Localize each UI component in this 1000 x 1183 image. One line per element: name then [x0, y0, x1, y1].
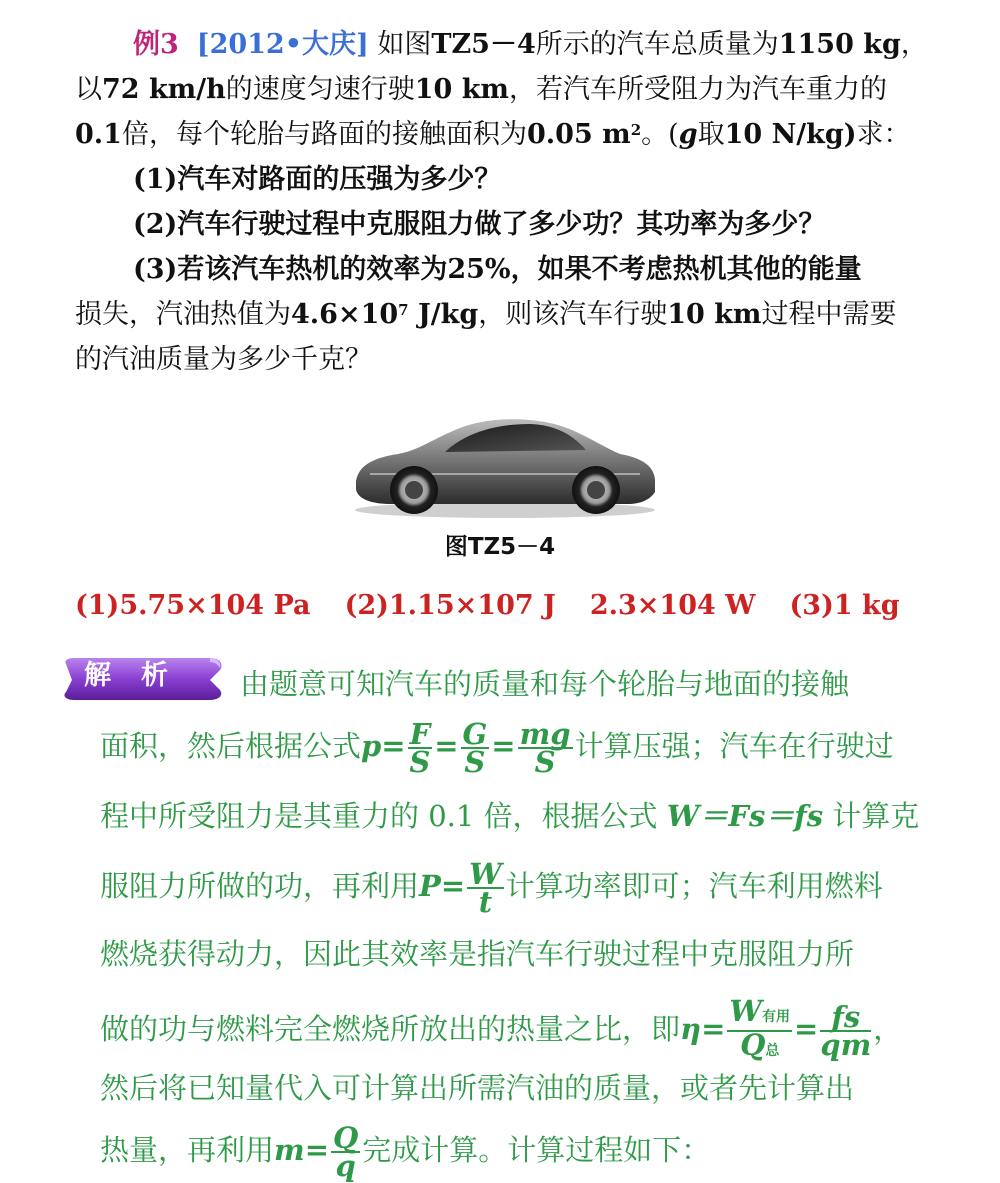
- text: 程中所受阻力是其重力的 0.1 倍，根据公式: [100, 799, 667, 833]
- text: 求：: [856, 119, 911, 150]
- superscript: 7: [398, 301, 409, 319]
- numerator-main: W: [729, 994, 762, 1028]
- numerator: F: [409, 717, 431, 751]
- formula-symbol: η: [680, 1012, 702, 1046]
- text: ，: [873, 1012, 903, 1046]
- analysis-line-6: [100, 994, 903, 1062]
- text: 。(: [641, 119, 679, 150]
- figure-ref: TZ5－4: [431, 29, 536, 60]
- analysis-line-5: 燃烧获得动力，因此其效率是指汽车行驶过程中克服阻力所: [100, 937, 855, 971]
- example-label: 例3: [133, 29, 179, 60]
- denominator: qm: [820, 1028, 872, 1062]
- problem-line-1: [75, 22, 955, 67]
- formula-symbol: m: [274, 1133, 305, 1167]
- problem-line-2: [75, 67, 955, 112]
- text: 的速度匀速行驶: [225, 74, 415, 105]
- answer-2b: 2.3×104 W: [589, 590, 756, 621]
- ratio-value: 0.1: [75, 119, 122, 150]
- numerator: mg: [519, 717, 571, 751]
- formula-symbol: p: [361, 729, 382, 763]
- answer-2a: (2)1.15×107 J: [344, 590, 556, 621]
- question-1: (1)汽车对路面的压强为多少？: [133, 164, 502, 195]
- figure-caption: 图TZ5－4: [444, 534, 556, 560]
- text: ，则该汽车行驶: [478, 299, 668, 330]
- formula-symbol: P: [419, 869, 441, 903]
- superscript: 2: [630, 121, 642, 139]
- text: 以: [75, 74, 102, 105]
- text: 完成计算。计算过程如下：: [362, 1133, 711, 1167]
- numerator: [727, 994, 792, 1032]
- distance-value: 10 km: [414, 74, 509, 105]
- numerator-subscript: 有用: [762, 1009, 790, 1025]
- denominator: q: [335, 1149, 356, 1183]
- area-value: 0.05 m: [526, 119, 631, 150]
- fraction: [820, 1000, 872, 1062]
- work-formula: W＝Fs＝fs: [666, 799, 824, 833]
- analysis-line-3: [100, 786, 919, 846]
- distance-value: 10 km: [667, 299, 762, 330]
- answer-3: (3)1 kg: [789, 590, 900, 621]
- text: ，: [900, 29, 928, 60]
- text: 面积，然后根据公式: [100, 729, 362, 763]
- equals: =: [304, 1133, 330, 1167]
- denominator-subscript: 总: [765, 1043, 780, 1059]
- mass-value: 1150 kg: [778, 29, 901, 60]
- problem-source: [2012•大庆]: [196, 29, 369, 60]
- text: ，若汽车所受阻力为汽车重力的: [509, 74, 887, 105]
- denominator: S: [464, 745, 486, 779]
- analysis-badge-label: 解析: [84, 660, 198, 691]
- fraction: [467, 857, 504, 919]
- equals: =: [701, 1012, 726, 1046]
- text: 服阻力所做的功，再利用: [100, 869, 420, 903]
- text: 计算克: [823, 799, 920, 833]
- denominator-main: Q: [740, 1028, 766, 1062]
- text: 如图: [377, 29, 432, 60]
- answer-1: (1)5.75×104 Pa: [75, 590, 311, 621]
- text: 做的功与燃料完全燃烧所放出的热量之比，即: [100, 1012, 681, 1046]
- numerator: W: [469, 857, 502, 891]
- answer-line: [75, 590, 934, 621]
- car-icon: [350, 408, 660, 520]
- text: 所示的汽车总质量为: [535, 29, 779, 60]
- fraction: [461, 717, 490, 779]
- text: 计算功率即可；汽车利用燃料: [505, 869, 883, 903]
- g-value: 10 N/kg): [724, 119, 857, 150]
- analysis-line-7: 然后将已知量代入可计算出所需汽油的质量，或者先计算出: [100, 1071, 855, 1105]
- g-symbol: g: [678, 119, 698, 150]
- text: 取: [697, 119, 725, 150]
- problem-statement: [75, 22, 955, 382]
- problem-line-3: [75, 112, 955, 157]
- text: 损失，汽油热值为: [75, 299, 291, 330]
- heat-value: 4.6×10: [291, 299, 399, 330]
- analysis-line-2: [100, 716, 894, 779]
- text: 倍，每个轮胎与路面的接触面积为: [121, 119, 527, 150]
- equals: =: [434, 729, 459, 763]
- problem-line-8: 的汽油质量为多少千克？: [75, 344, 372, 375]
- text: 过程中需要: [761, 299, 897, 330]
- question-2: (2)汽车行驶过程中克服阻力做了多少功？其功率为多少？: [133, 209, 826, 240]
- equals: =: [491, 729, 516, 763]
- fraction: [408, 717, 433, 779]
- equals: =: [381, 729, 406, 763]
- numerator: Q: [333, 1121, 359, 1155]
- speed-value: 72 km/h: [102, 74, 226, 105]
- numerator: fs: [820, 1004, 871, 1032]
- fraction: [727, 994, 792, 1064]
- problem-line-7: [75, 292, 955, 337]
- equals: =: [794, 1012, 819, 1046]
- numerator: G: [462, 717, 488, 751]
- fraction: [518, 717, 573, 779]
- question-3: (3)若该汽车热机的效率为25%，如果不考虑热机其他的能量: [133, 254, 862, 285]
- denominator: S: [409, 745, 431, 779]
- analysis-line-1: 由题意可知汽车的质量和每个轮胎与地面的接触: [240, 667, 850, 701]
- car-image: [350, 408, 660, 520]
- equals: =: [440, 869, 466, 903]
- denominator: t: [478, 885, 493, 919]
- analysis-line-8: [100, 1120, 711, 1183]
- unit: J/kg: [408, 299, 479, 330]
- denominator: S: [534, 745, 556, 779]
- analysis-line-4: [100, 856, 883, 919]
- text: 热量，再利用: [100, 1133, 275, 1167]
- fraction: [331, 1121, 360, 1183]
- text: 计算压强；汽车在行驶过: [574, 729, 894, 763]
